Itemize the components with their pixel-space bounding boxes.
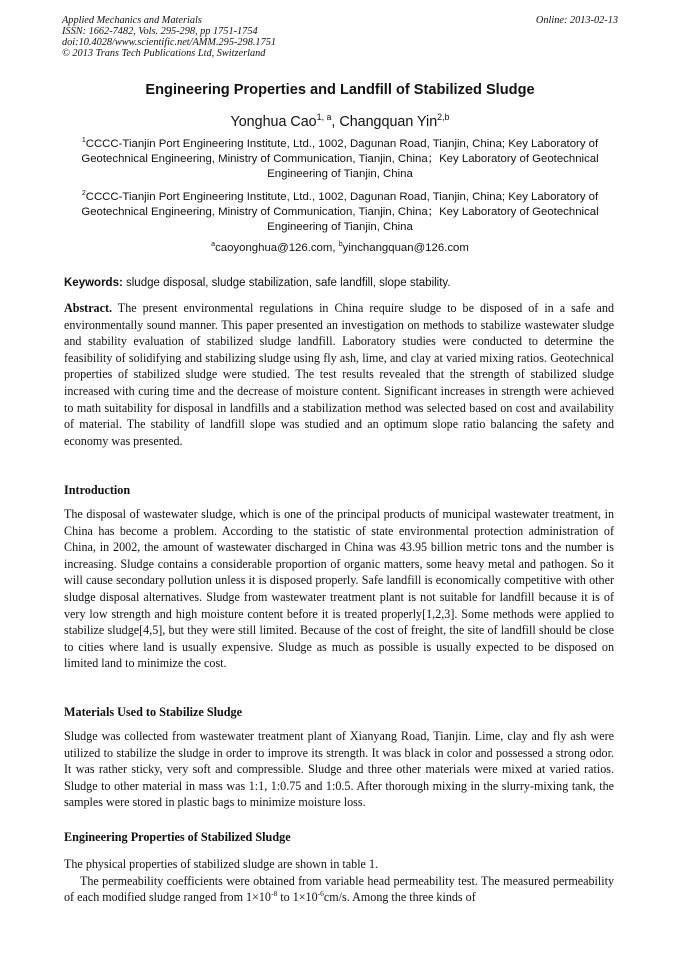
keywords-label: Keywords: [64, 277, 123, 289]
materials-heading: Materials Used to Stabilize Sludge [64, 705, 243, 719]
author-1: Yonghua Cao [230, 114, 317, 130]
engineering-properties-text [64, 856, 614, 906]
abstract-label: Abstract. [64, 301, 113, 315]
author-separator: , [331, 114, 340, 130]
keywords-text: sludge disposal, sludge stabilization, safe landfill, slope stability. [122, 277, 451, 289]
email-2-superscript: b [338, 241, 343, 249]
exponent-1: -8 [270, 889, 278, 899]
email-line [62, 242, 618, 254]
engineering-paragraph-2 [64, 873, 614, 906]
email-2[interactable]: yinchangquan@126.com [342, 242, 469, 254]
exponent-2: -6 [317, 889, 324, 899]
journal-info [62, 15, 618, 59]
author-2: Changquan Yin [339, 114, 438, 130]
engineering-paragraph-1: The physical properties of stabilized sludge are shown in table 1. [64, 857, 379, 871]
author-2-superscript: 2,b [437, 112, 450, 123]
author-line [62, 114, 618, 130]
permeability-text-b: to 1×10 [277, 890, 318, 905]
materials-text: Sludge was collected from wastewater treatment plant of Xianyang Road, Tianjin. Lime, clay and fly ash were utilized to stabilize the sludge in order to improve its strength. It was black in color and possessed a strong odor. It was rather sticky, very soft and compressible. Sludge and three other materials were mixed at varied ratios. Sludge to other material in mass was 1:1, 1:0.75 and 1:0.5. After thorough mixing in the slurry-mixing tank, the samples were stored in plastic bags to minimize moisture loss. [64, 729, 614, 810]
affiliation-1-text: CCCC-Tianjin Port Engineering Institute, Ltd., 1002, Dagunan Road, Tianjin, China; Key Laboratory of Geotechnical Engineering, Ministry of Communication, Tianjin, China；Key Laboratory of Geotechnical Engineering of Tianjin, China [81, 138, 599, 180]
online-date: Online: 2013-02-13 [535, 15, 618, 26]
keywords [64, 277, 618, 289]
email-1-superscript: a [211, 241, 216, 249]
introduction-text: The disposal of wastewater sludge, which is one of the principal products of municipal wastewater treatment, in China has become a problem. According to the statistic of state environmental protection administration of China, in 2002, the amount of wastewater discharged in China was 43.95 billion metric tons and the number is increasing. Sludge contains a considerable proportion of organic matters, some heavy metal and pathogen. So it will cause secondary pollution unless it is disposed properly. Safe landfill is economically competitive with other sludge disposal alternatives. Sludge from wastewater treatment plant is not suitable for landfill because it is of very low strength and high moisture content before it is treated properly[1,2,3]. Some methods were applied to stabilize sludge[4,5], but they were still limited. Because of the cost of freight, the site of landfill should be close to cities where land is usually expensive. Sludge as much as possible is usually expected to be disposed on limited land to minimize the cost. [64, 507, 614, 671]
email-1[interactable]: caoyonghua@126.com [215, 242, 333, 254]
copyright-line: © 2013 Trans Tech Publications Ltd, Switzerland [62, 48, 266, 59]
abstract-text: The present environmental regulations in China require sludge to be disposed of in a safe and environmentally sound manner. This paper presented an investigation on methods to stabilize wastewater sludge and stability evaluation of stabilized sludge landfill. Laboratory studies were conducted to determine the feasibility of solidifying and stabilizing sludge using fly ash, lime, and clay at varied mixing ratios. Geotechnical properties of stabilized sludge were studied. The test results revealed that the strength of stabilized sludge increased with curing time and the decrease of moisture content. Significant increases in strength were achieved to math suitability for disposal in landfills and a stabilization method was selected based on cost and availability of material. The stability of landfill slope was studied and an optimum slope ratio balancing the safety and economy was presented. [64, 301, 614, 448]
author-1-superscript: 1, a [316, 112, 332, 123]
affiliation-1-number: 1 [81, 137, 86, 145]
affiliation-1 [62, 137, 618, 182]
doi-line: doi:10.4028/www.scientific.net/AMM.295-298.1751 [62, 37, 277, 48]
affiliation-2-number: 2 [81, 190, 86, 198]
affiliation-2 [62, 190, 618, 235]
permeability-text-c: cm/s. Among the three kinds of [323, 890, 476, 905]
affiliation-2-text: CCCC-Tianjin Port Engineering Institute, Ltd., 1002, Dagunan Road, Tianjin, China; Key Laboratory of Geotechnical Engineering, Ministry of Communication, Tianjin, China；Key Laboratory of Geotechnical Engineering of Tianjin, China [81, 191, 599, 233]
journal-name: Applied Mechanics and Materials [62, 15, 202, 26]
permeability-text-a: The permeability coefficients were obtained from variable head permeability test. The measured permeability of each modified sludge ranged from 1×10 [64, 873, 614, 905]
journal-header [62, 15, 618, 59]
abstract [64, 300, 614, 449]
issn-line: ISSN: 1662-7482, Vols. 295-298, pp 1751-1754 [62, 26, 258, 37]
introduction-heading: Introduction [64, 483, 131, 497]
engineering-properties-heading: Engineering Properties of Stabilized Sludge [64, 830, 291, 844]
email-separator: , [332, 242, 339, 254]
paper-title: Engineering Properties and Landfill of Stabilized Sludge [145, 82, 535, 98]
